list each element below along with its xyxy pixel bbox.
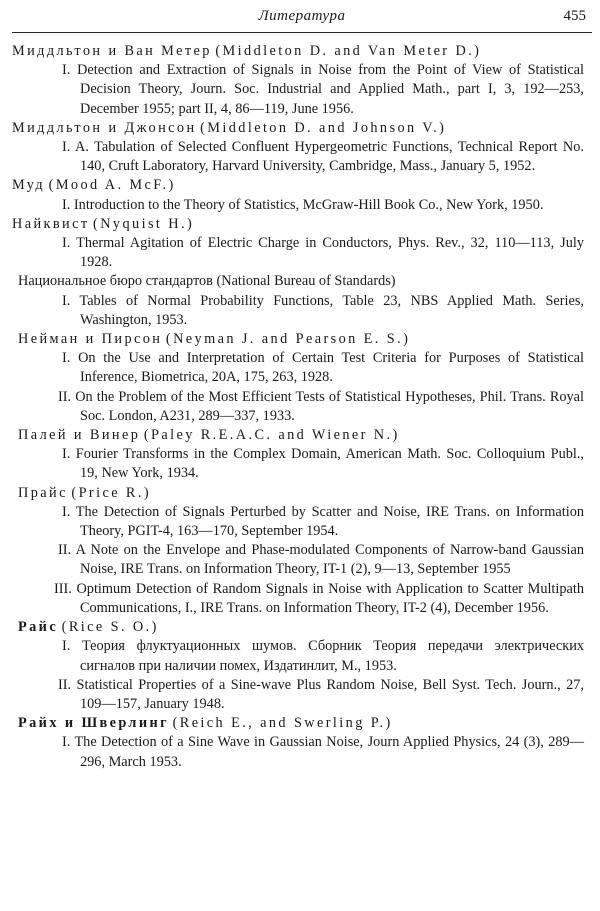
bibliography-reference: II. On the Problem of the Most Efficient Tests of Statistical Hypotheses, Phil. Trans. Royal Soc. London, A231, 289—337, 1933. — [58, 388, 585, 424]
running-head — [12, 6, 592, 32]
running-title: Литература — [258, 8, 346, 24]
bibliography-reference: III. Optimum Detection of Random Signals in Noise with Application to Scatter Multipath Communications, I., IRE Trans. on Information Theory, IT-2 (4), December 1956. — [54, 580, 584, 616]
bibliography-author: Прайс (Price R.) — [18, 484, 151, 501]
bibliography-author: Найквист (Nyquist H.) — [12, 215, 195, 232]
bibliography-reference: I. Detection and Extraction of Signals in Noise from the Point of View of Statistical Decision Theory, Journ. Soc. Industrial and Applied Math., part I, 3, 192—253, December 1955; part II, 4, 86—119, June 1956. — [62, 62, 584, 117]
bibliography-reference: I. The Detection of a Sine Wave in Gaussian Noise, Journ Applied Physics, 24 (3), 289—296, March 1953. — [62, 734, 584, 770]
page-number: 455 — [563, 8, 586, 24]
bibliography-reference: I. Introduction to the Theory of Statistics, McGraw-Hill Book Co., New York, 1950. — [62, 196, 544, 213]
bibliography-author: Райс (Rice S. O.) — [18, 619, 159, 636]
bibliography-author: Райх и Шверлинг (Reich E., and Swerling P.) — [18, 715, 393, 732]
bibliography-reference: I. Tables of Normal Probability Functions, Table 23, NBS Applied Math. Series, Washington, 1953. — [62, 292, 584, 328]
bibliography-author: Миддльтон и Ван Метер (Middleton D. and Van Meter D.) — [12, 43, 482, 59]
bibliography-reference: I. On the Use and Interpretation of Certain Test Criteria for Purposes of Statistical Inference, Biometrica, 20A, 175, 263, 1928. — [62, 350, 584, 386]
bibliography-reference: I. A. Tabulation of Selected Confluent Hypergeometric Functions, Technical Report No. 140, Cruft Laboratory, Harvard University, Cambridge, Mass., January 5, 1952. — [62, 139, 584, 175]
bibliography-reference: II. Statistical Properties of a Sine-wave Plus Random Noise, Bell Syst. Tech. Journ., 27, 109—157, January 1948. — [58, 676, 584, 712]
bibliography-reference: I. Теория флуктуационных шумов. Сборник Теория передачи электрических сигналов при наличии помех, Издатинлит, М., 1953. — [62, 638, 584, 674]
bibliography-reference: I. Fourier Transforms in the Complex Domain, American Math. Soc. Colloquium Publ., 19, New York, 1934. — [62, 446, 584, 482]
bibliography-reference: I. Thermal Agitation of Electric Charge in Conductors, Phys. Rev., 32, 110—113, July 1928. — [62, 235, 584, 271]
bibliography-author: Миддльтон и Джонсон (Middleton D. and Johnson V.) — [12, 119, 447, 136]
bibliography-list — [12, 42, 584, 772]
bibliography-author: Национальное бюро стандартов (National Bureau of Standards) — [18, 273, 396, 290]
bibliography-reference: I. The Detection of Signals Perturbed by Scatter and Noise, IRE Trans. on Information Theory, PGIT-4, 163—170, September 1954. — [62, 503, 584, 540]
bibliography-author: Нейман и Пирсон (Neyman J. and Pearson E. S.) — [18, 331, 411, 348]
header-rule — [12, 32, 592, 33]
bibliography-author: Палей и Винер (Paley R.E.A.C. and Wiener N.) — [18, 427, 400, 444]
bibliography-author: Муд (Mood A. McF.) — [12, 177, 176, 194]
bibliography-reference: II. A Note on the Envelope and Phase-modulated Components of Narrow-band Gaussian Noise, IRE Trans. on Information Theory, IT-1 (2), 9—13, September 1955 — [58, 542, 584, 578]
